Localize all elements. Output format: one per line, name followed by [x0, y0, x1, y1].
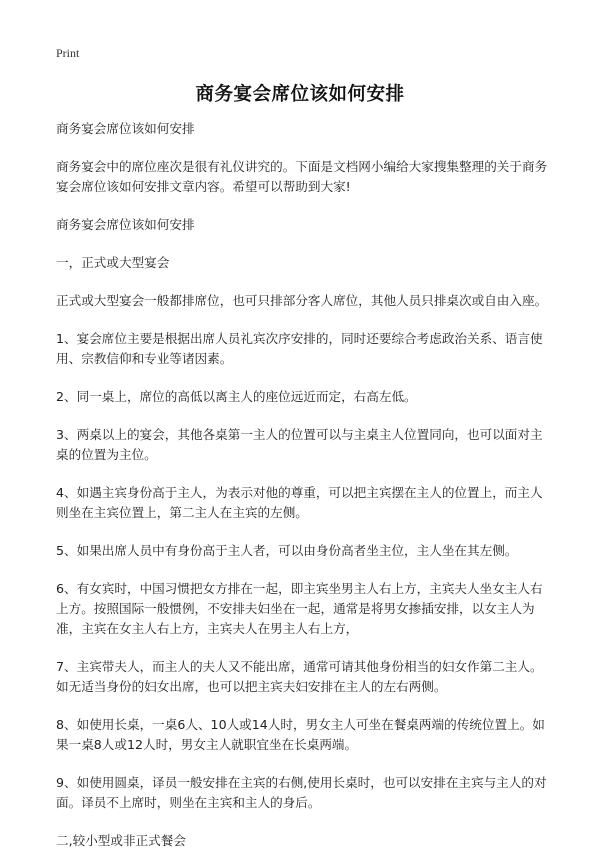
paragraph-intro: 商务宴会中的席位座次是很有礼仪讲究的。下面是文档网小编给大家搜集整理的关于商务宴会席位该如何安排文章内容。希望可以帮助到大家!	[56, 159, 548, 194]
document-body	[56, 119, 552, 851]
print-label: Print	[56, 46, 80, 60]
list-item-rule-7: 7、主宾带夫人，而主人的夫人又不能出席，通常可请其他身份相当的妇女作第二主人。如无适当身份的妇女出席，也可以把主宾夫妇安排在主人的左右两侧。	[56, 659, 543, 694]
list-item-rule-6: 6、有女宾时，中国习惯把女方排在一起，即主宾坐男主人右上方，主宾夫人坐女主人右上方。按照国际一般惯例，不安排夫妇坐在一起，通常是将男女掺插安排，以女主人为准，主宾在女主人右上方，主宾夫人在男主人右上方，	[56, 581, 543, 636]
list-item-rule-3: 3、两桌以上的宴会，其他各桌第一主人的位置可以与主桌主人位置同向，也可以面对主桌的位置为主位。	[56, 427, 543, 462]
list-item-rule-9: 9、如使用圆桌，译员一般安排在主宾的右侧,使用长桌时，也可以安排在主宾与主人的对面。译员不上席时，则坐在主宾和主人的身后。	[56, 775, 547, 810]
list-item-rule-1: 1、宴会席位主要是根据出席人员礼宾次序安排的，同时还要综合考虑政治关系、语言使用、宗教信仰和专业等诸因素。	[56, 331, 543, 366]
section-heading-formal-banquet: 一，正式或大型宴会	[56, 255, 170, 270]
paragraph-subtitle: 商务宴会席位该如何安排	[56, 121, 195, 136]
paragraph-formal-overview: 正式或大型宴会一般都排席位，也可只排部分客人席位，其他人员只排桌次或自由入座。	[56, 293, 548, 308]
list-item-rule-4: 4、如遇主宾身份高于主人，为表示对他的尊重，可以把主宾摆在主人的位置上，而主人则坐在主宾位置上，第二主人在主宾的左侧。	[56, 485, 543, 520]
paragraph-subtitle-repeat: 商务宴会席位该如何安排	[56, 217, 195, 232]
section-heading-informal-meal: 二,较小型或非正式餐会	[56, 833, 186, 848]
document-title: 商务宴会席位该如何安排	[195, 84, 405, 105]
list-item-rule-2: 2、同一桌上，席位的高低以离主人的座位远近而定，右高左低。	[56, 389, 417, 404]
list-item-rule-5: 5、如果出席人员中有身份高于主人者，可以由身份高者坐主位，主人坐在其左侧。	[56, 543, 518, 558]
list-item-rule-8: 8、如使用长桌，一桌6人、10人或14人时，男女主人可坐在餐桌两端的传统位置上。如果一桌8人或12人时，男女主人就职宜坐在长桌两端。	[56, 717, 545, 752]
